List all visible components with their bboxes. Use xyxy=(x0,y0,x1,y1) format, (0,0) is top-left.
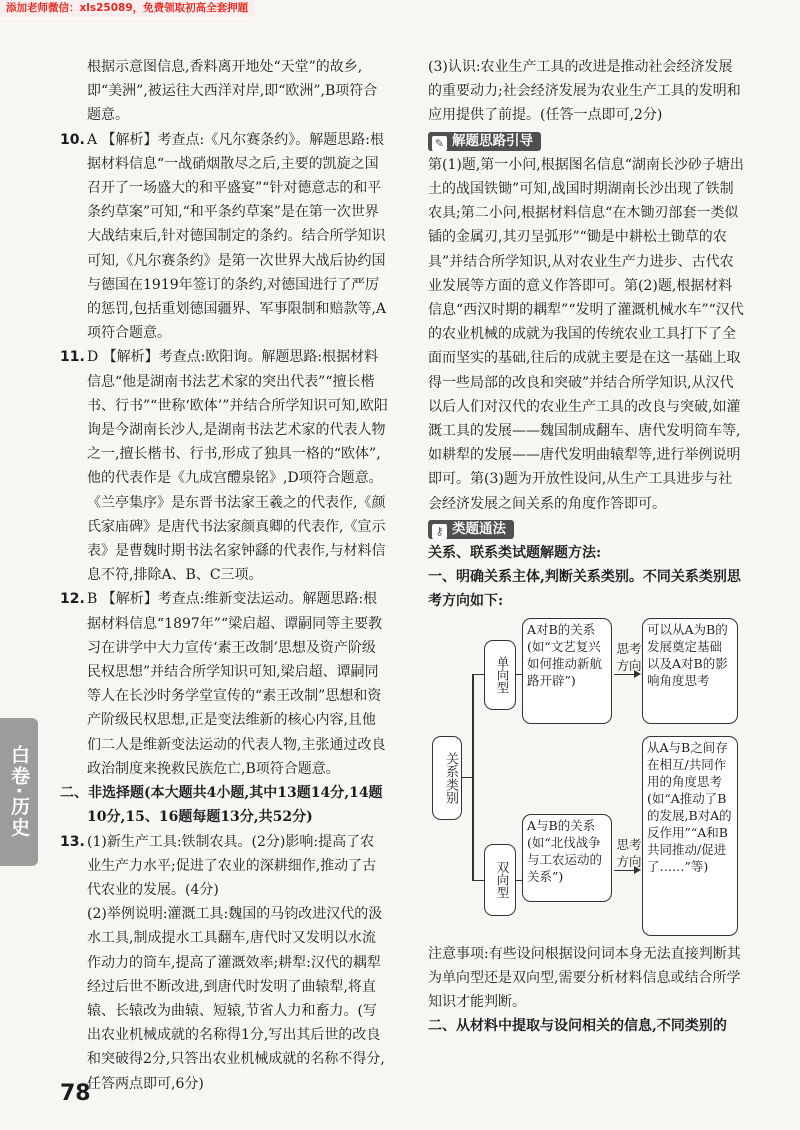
right-column xyxy=(428,55,744,1038)
page-number: 78 xyxy=(60,1081,91,1106)
section-badge-guide xyxy=(428,132,541,151)
method-step-2: 二、从材料中提取与设问相关的信息,不同类别的 xyxy=(428,1018,727,1035)
side-tab-label: 白卷·历史 xyxy=(0,718,38,866)
diagram-one-way: 单向型 xyxy=(484,640,516,710)
guide-text: 第(1)题,第一小问,根据图名信息“湖南长沙砂子塘出土的战国铁锄”可知,战国时期湖南长沙出现了铁制农具;第二小问,根据材料信息“在木锄刃部套一类似锸的金属刃,其刃呈弧形”“锄是中耕松土锄草的农具”并结合所学知识,从对农业生产力进步、古代农业发展等方面的意义作答即可。第(2)题,根据材料信息“西汉时期的耦犁”“发明了灌溉机械水车”“汉代的农业机械的成就为我国的传统农业工具打下了全面而坚实的基础,往后的成就主要是在这一基础上取得一些局部的改良和突破”并结合所学知识,从汉代以后人们对汉代的农业生产工具的改良与突破,如灌溉工具的发展——魏国制成翻车、唐代发明筒车等,如耕犁的发展——唐代发明曲辕犁等,进行举例说明即可。第(3)题为开放性设问,从生产工具进步与社会经济发展之间关系的角度作答即可。 xyxy=(428,156,744,512)
note-text: 注意事项:有些设问根据设问词本身无法直接判断其为单向型还是双向型,需要分析材料信息或结合所学知识才能判断。 xyxy=(428,945,741,1011)
diagram-direction-label: 思考方向 xyxy=(616,836,642,869)
key-icon: ⚷ xyxy=(432,524,447,539)
question-number: 11. xyxy=(60,349,85,366)
relation-diagram xyxy=(428,618,744,938)
diagram-two-way-desc: A与B的关系(如“北伐战争与工农运动的关系”) xyxy=(522,814,612,902)
arrow-icon xyxy=(634,670,641,678)
answer-12 xyxy=(60,587,388,781)
connector xyxy=(614,870,636,872)
connector xyxy=(472,880,484,882)
answer-text-part1: (1)新生产工具:铁制农具。(2分)影响:提高了农业生产力水平;促进了农业的深耕细作,推动了古代农业的发展。(4分) xyxy=(87,833,377,898)
answer-11 xyxy=(60,345,388,587)
diagram-one-way-think: 可以从A为B的发展奠定基础以及A对B的影响角度思考 xyxy=(642,618,738,724)
answer-text: B 【解析】考查点:维新变法运动。解题思路:根据材料信息“1897年”“梁启超、谭嗣同等主要教习在讲学中大力宣传‘素王改制’思想及资产阶级民权思想”并结合所学知识可知,梁启超、谭嗣同等人在长沙时务学堂宣传的“素王改制”思想和资产阶级民权思想,正是变法维新的核心内容,且他们二人是维新变法运动的代表人物,主张通过改良政治制度来挽救民族危亡,B项符合题意。 xyxy=(87,591,386,777)
question-number: 13. xyxy=(60,833,85,850)
diagram-direction-label: 思考方向 xyxy=(616,640,642,673)
pencil-icon: ✎ xyxy=(432,136,447,151)
answer-13 xyxy=(60,830,388,1096)
diagram-one-way-desc: A对B的关系(如“文艺复兴如何推动新航路开辟”) xyxy=(522,618,612,724)
arrow-icon xyxy=(634,866,641,874)
connector xyxy=(472,674,474,880)
answer-text-part3: (3)认识:农业生产工具的改进是推动社会经济发展的重要动力;社会经济发展为农业生产工具的发明和应用提供了前提。(任答一点即可,2分) xyxy=(428,59,741,124)
section-badge-method xyxy=(428,520,514,539)
question-number: 12. xyxy=(60,591,85,608)
diagram-two-way-think: 从A与B之间存在相互/共同作用的角度思考(如“A推动了B的发展,B对A的反作用”“A和B共同推动/促进了……”等) xyxy=(642,736,738,936)
method-step-1: 一、明确关系主体,判断关系类别。不同关系类别思考方向如下: xyxy=(428,569,741,610)
answer-text: D 【解析】考查点:欧阳询。解题思路:根据材料信息“他是湖南书法艺术家的突出代表”“擅长楷书、行书”“世称‘欧体’”并结合所学知识可知,欧阳询是今湖南长沙人,是湖南书法艺术家的代表人物之一,擅长楷书、行书,形成了独具一格的“欧体”,他的代表作是《九成宫醴泉铭》,D项符合题意。《兰亭集序》是东晋书法家王羲之的代表作,《颜氏家庙碑》是唐代书法家颜真卿的代表作,《宣示表》是曹魏时期书法名家钟繇的代表作,与材料信息不符,排除A、B、C三项。 xyxy=(87,349,388,584)
section-heading: 二、非选择题(本大题共4小题,其中13题14分,14题10分,15、16题每题13分,共52分) xyxy=(60,785,383,826)
answer-10 xyxy=(60,128,388,346)
left-column xyxy=(60,55,388,1096)
paragraph-continued: 根据示意图信息,香料离开地处“天堂”的故乡,即“美洲”,被运往大西洋对岸,即“欧洲”,B项符合题意。 xyxy=(87,59,378,124)
connector xyxy=(472,674,484,676)
question-number: 10. xyxy=(60,131,85,148)
method-title: 关系、联系类试题解题方法: xyxy=(428,545,602,562)
badge-label: 类题通法 xyxy=(452,520,506,537)
diagram-two-way: 双向型 xyxy=(484,844,516,916)
answer-text: A 【解析】考查点:《凡尔赛条约》。解题思路:根据材料信息“一战硝烟散尽之后,主要的凯旋之国召开了一场盛大的和平盛宴”“针对德意志的和平条约草案”可知,“和平条约草案”是在第一次世界大战结束后,针对德国制定的条约。结合所学知识可知,《凡尔赛条约》是第一次世界大战后协约国与德国在1919年签订的条约,对德国进行了严厉的惩罚,包括重划德国疆界、军事限制和赔款等,A项符合题意。 xyxy=(87,131,387,342)
connector xyxy=(462,777,472,779)
promo-banner: 添加老师微信：xls25089，免费领取初高全套押题 xyxy=(0,0,254,17)
diagram-root: 关系类别 xyxy=(432,736,462,820)
answer-text-part2: (2)举例说明:灌溉工具:魏国的马钧改进汉代的汲水工具,制成提水工具翻车,唐代时又发明以水流作动力的筒车,提高了灌溉效率;耕犁:汉代的耦犁经过后世不断改进,到唐代时发明了曲辕犁,将直辕、长辕改为曲辕、短辕,节省人力和畜力。(写出农业机械成就的名称得1分,写出其后世的改良和突破得2分,只答出农业机械成就的名称不得分,任答两点即可,6分) xyxy=(87,906,385,1092)
badge-label: 解题思路引导 xyxy=(452,132,533,149)
connector xyxy=(614,674,636,676)
